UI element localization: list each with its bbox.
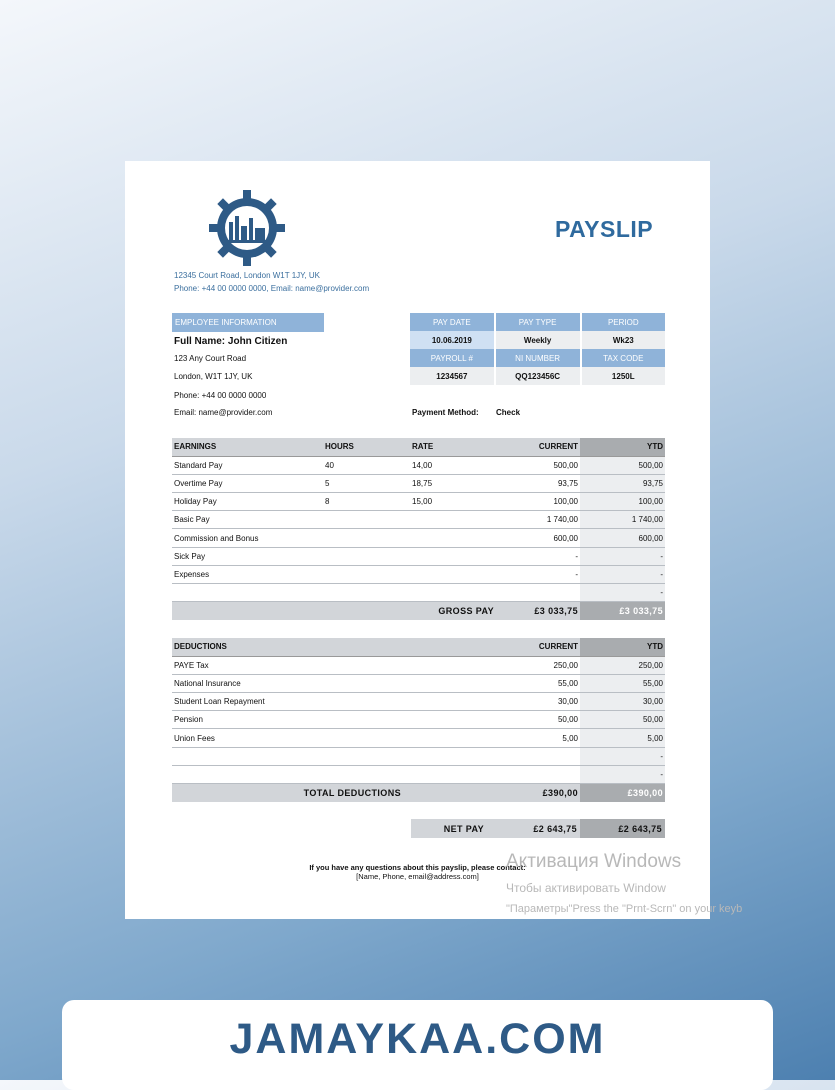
row-name: Union Fees: [172, 729, 496, 747]
row-ytd: -: [580, 765, 665, 783]
ni-number-label: NI NUMBER: [496, 349, 580, 367]
current-col-header: CURRENT: [496, 638, 580, 656]
pay-date-value: 10.06.2019: [410, 331, 494, 349]
net-pay-table: [411, 819, 665, 838]
total-deductions-label: TOTAL DEDUCTIONS: [172, 784, 496, 802]
row-name: Sick Pay: [172, 547, 323, 565]
row-ytd: 30,00: [580, 693, 665, 711]
table-row: [172, 693, 665, 711]
factory-gear-logo: [207, 188, 287, 268]
company-address: 12345 Court Road, London W1T 1JY, UK: [174, 271, 321, 280]
payslip-document: [125, 161, 743, 919]
row-rate: 15,00: [410, 493, 496, 511]
row-rate: 18,75: [410, 474, 496, 492]
row-current: 250,00: [496, 656, 580, 674]
site-name: JAMAYKAA.COM: [229, 1015, 606, 1063]
row-name: PAYE Tax: [172, 656, 496, 674]
row-current: 50,00: [496, 711, 580, 729]
total-deductions-ytd: £390,00: [580, 784, 665, 802]
contact-line1: If you have any questions about this payslip, please contact:: [309, 863, 526, 872]
row-ytd: 250,00: [580, 656, 665, 674]
total-deductions-current: £390,00: [496, 784, 580, 802]
row-current: [496, 584, 580, 602]
row-name: [172, 747, 496, 765]
gross-pay-row: [172, 602, 665, 620]
employee-info-header: EMPLOYEE INFORMATION: [172, 313, 324, 332]
row-ytd: 50,00: [580, 711, 665, 729]
windows-activation-watermark: Активация Windows: [506, 851, 682, 872]
windows-activation-subtext: Чтобы активировать Window: [506, 881, 666, 895]
gross-pay-current: £3 033,75: [496, 602, 580, 620]
earnings-col-header: EARNINGS: [172, 438, 323, 456]
row-hours: [323, 547, 410, 565]
table-row: [172, 547, 665, 565]
gross-pay-ytd: £3 033,75: [580, 602, 665, 620]
earnings-table: [172, 438, 665, 620]
ni-number-value: QQ123456C: [496, 367, 580, 385]
table-row: [172, 656, 665, 674]
row-name: Standard Pay: [172, 456, 323, 474]
table-row: [172, 565, 665, 583]
row-ytd: 5,00: [580, 729, 665, 747]
pay-type-label: PAY TYPE: [496, 313, 580, 331]
row-ytd: 600,00: [580, 529, 665, 547]
row-name: Overtime Pay: [172, 474, 323, 492]
row-current: 600,00: [496, 529, 580, 547]
page-title: PAYSLIP: [555, 216, 654, 242]
row-ytd: 55,00: [580, 674, 665, 692]
employee-address2: London, W1T 1JY, UK: [174, 372, 253, 381]
employee-address1: 123 Any Court Road: [174, 354, 247, 363]
table-row: [172, 765, 665, 783]
row-hours: 5: [323, 474, 410, 492]
row-name: [172, 765, 496, 783]
table-row: [172, 511, 665, 529]
row-hours: [323, 529, 410, 547]
period-value: Wk23: [582, 331, 665, 349]
row-ytd: 100,00: [580, 493, 665, 511]
row-ytd: -: [580, 747, 665, 765]
row-name: Pension: [172, 711, 496, 729]
net-pay-ytd: £2 643,75: [580, 819, 665, 838]
table-row: [172, 584, 665, 602]
row-current: 55,00: [496, 674, 580, 692]
deductions-table: [172, 638, 665, 802]
site-banner: [62, 1000, 773, 1090]
employee-phone: Phone: +44 00 0000 0000: [174, 391, 267, 400]
row-name: [172, 584, 323, 602]
employee-email: Email: name@provider.com: [174, 408, 273, 417]
period-label: PERIOD: [582, 313, 665, 331]
table-row: [172, 747, 665, 765]
row-current: [496, 765, 580, 783]
row-rate: [410, 565, 496, 583]
ytd-col-header: YTD: [580, 638, 665, 656]
row-ytd: 500,00: [580, 456, 665, 474]
rate-col-header: RATE: [410, 438, 496, 456]
tax-code-value: 1250L: [582, 367, 665, 385]
row-name: Holiday Pay: [172, 493, 323, 511]
payroll-value: 1234567: [410, 367, 494, 385]
table-row: [172, 529, 665, 547]
contact-line2: [Name, Phone, email@address.com]: [356, 872, 479, 881]
net-pay-current: £2 643,75: [496, 819, 580, 838]
row-ytd: 93,75: [580, 474, 665, 492]
earnings-header-row: [172, 438, 665, 456]
net-pay-label: NET PAY: [411, 819, 496, 838]
row-hours: 8: [323, 493, 410, 511]
current-col-header: CURRENT: [496, 438, 580, 456]
payment-method-value: Check: [496, 408, 521, 417]
row-rate: [410, 584, 496, 602]
net-pay-row: [411, 819, 665, 838]
windows-activation-hint: "Параметры"Press the "Prnt-Scrn" on your keyb: [506, 903, 743, 915]
row-current: 500,00: [496, 456, 580, 474]
row-hours: 40: [323, 456, 410, 474]
row-hours: [323, 584, 410, 602]
total-deductions-row: [172, 784, 665, 802]
row-current: [496, 747, 580, 765]
table-row: [172, 711, 665, 729]
row-current: 100,00: [496, 493, 580, 511]
table-row: [172, 674, 665, 692]
gross-pay-label: GROSS PAY: [410, 602, 496, 620]
table-row: [172, 493, 665, 511]
payroll-label: PAYROLL #: [410, 349, 494, 367]
pay-info-grid: [410, 313, 665, 385]
deductions-header-row: [172, 638, 665, 656]
row-ytd: -: [580, 547, 665, 565]
row-name: Basic Pay: [172, 511, 323, 529]
hours-col-header: HOURS: [323, 438, 410, 456]
payment-method-label: Payment Method:: [412, 408, 479, 417]
row-hours: [323, 565, 410, 583]
employee-name: Full Name: John Citizen: [174, 336, 288, 347]
row-hours: [323, 511, 410, 529]
row-ytd: -: [580, 565, 665, 583]
row-ytd: 1 740,00: [580, 511, 665, 529]
table-row: [172, 729, 665, 747]
row-ytd: -: [580, 584, 665, 602]
ytd-col-header: YTD: [580, 438, 665, 456]
row-rate: [410, 529, 496, 547]
table-row: [172, 456, 665, 474]
row-current: 1 740,00: [496, 511, 580, 529]
table-row: [172, 474, 665, 492]
row-name: National Insurance: [172, 674, 496, 692]
pay-type-value: Weekly: [496, 331, 580, 349]
row-rate: [410, 547, 496, 565]
row-current: 5,00: [496, 729, 580, 747]
pay-date-label: PAY DATE: [410, 313, 494, 331]
row-rate: [410, 511, 496, 529]
deductions-col-header: DEDUCTIONS: [172, 638, 496, 656]
row-name: Student Loan Repayment: [172, 693, 496, 711]
row-rate: 14,00: [410, 456, 496, 474]
row-current: 93,75: [496, 474, 580, 492]
row-current: 30,00: [496, 693, 580, 711]
row-current: -: [496, 565, 580, 583]
tax-code-label: TAX CODE: [582, 349, 665, 367]
row-current: -: [496, 547, 580, 565]
company-contact: Phone: +44 00 0000 0000, Email: name@provider.com: [174, 284, 370, 293]
row-name: Expenses: [172, 565, 323, 583]
row-name: Commission and Bonus: [172, 529, 323, 547]
